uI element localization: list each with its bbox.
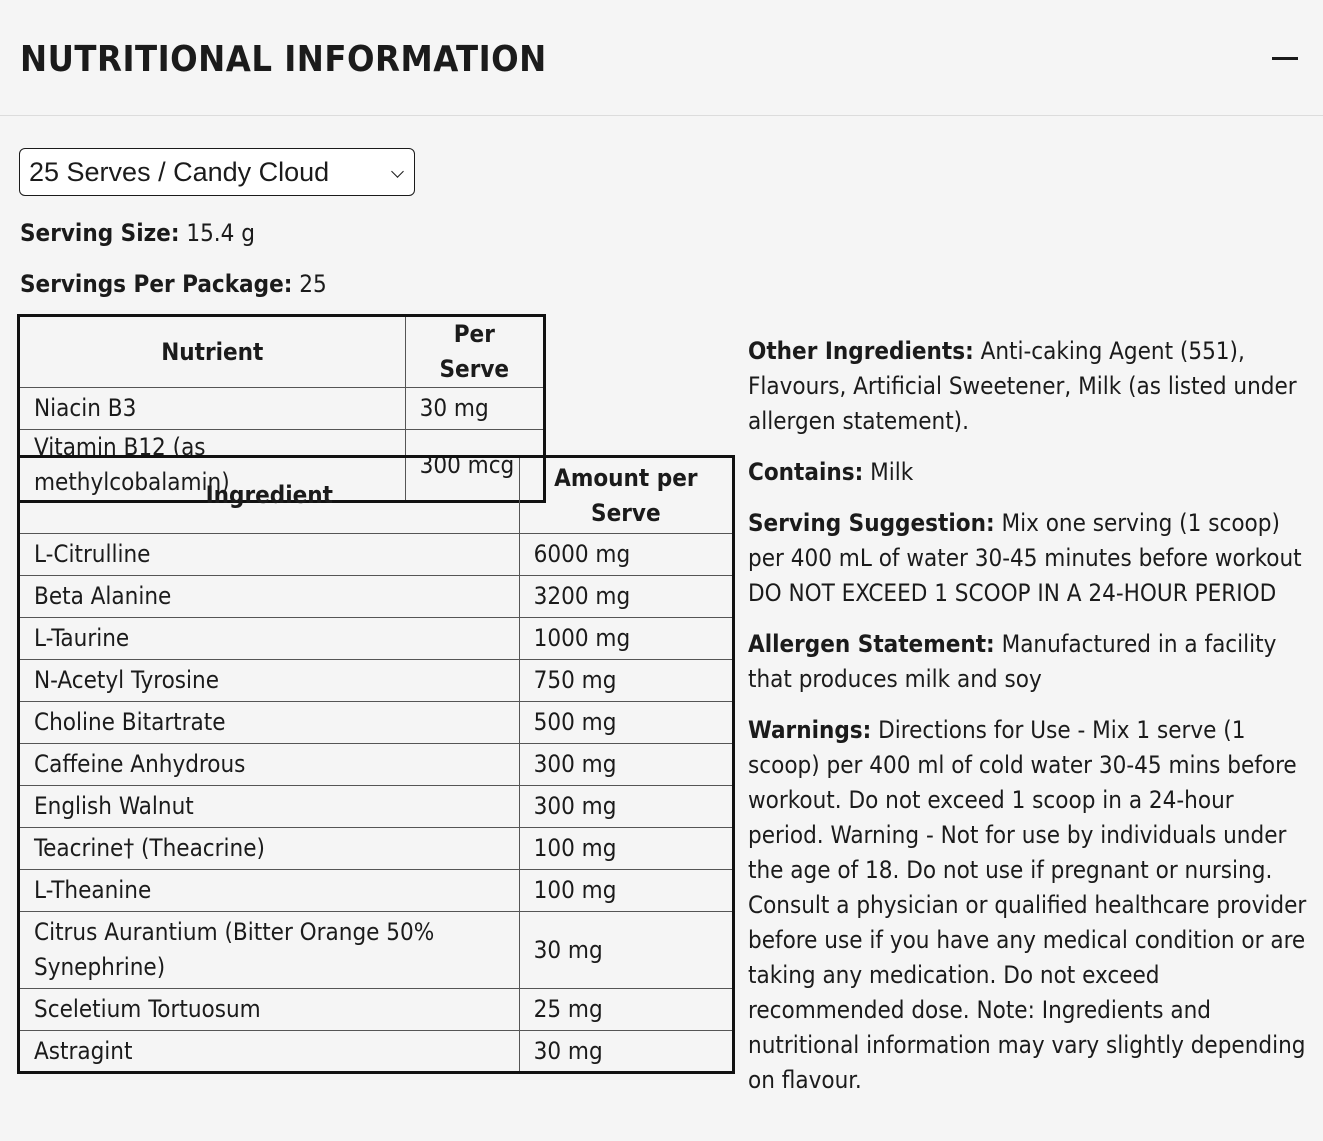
- serving-size-label: Serving Size:: [20, 219, 180, 247]
- ingredient-amount: 1000 mg: [519, 618, 733, 660]
- table-row: [19, 1031, 734, 1073]
- ingredient-amount: 100 mg: [519, 870, 733, 912]
- warnings-label: Warnings:: [748, 716, 872, 744]
- contains-text: Milk: [870, 458, 914, 486]
- serving-suggestion: [748, 506, 1308, 611]
- table-row: [19, 660, 734, 702]
- minus-icon[interactable]: [1272, 57, 1298, 60]
- chevron-down-icon: [391, 165, 404, 178]
- column-header: Amount per Serve: [519, 457, 733, 534]
- servings-per-package-value: 25: [299, 270, 327, 298]
- ingredient-amount: 3200 mg: [519, 576, 733, 618]
- nutrient-amount: 30 mg: [405, 388, 544, 430]
- warnings: [748, 713, 1308, 1098]
- warnings-text: Directions for Use - Mix 1 serve (1 scoop) per 400 ml of cold water 30-45 mins before workout. Do not exceed 1 scoop in a 24-hour period. Warning - Not for use by individuals under the age of 18. Do not use if pregnant or nursing. Consult a physician or qualified healthcare provider before use if you have any medical condition or are taking any medication. Do not exceed recommended dose. Note: Ingredients and nutritional information may vary slightly depending on flavour.: [748, 716, 1307, 1094]
- ingredient-name: Caffeine Anhydrous: [19, 744, 520, 786]
- other-ingredients-label: Other Ingredients:: [748, 337, 974, 365]
- variant-select[interactable]: [19, 148, 415, 196]
- nutrient-name: Niacin B3: [19, 388, 406, 430]
- nutrient-amount: 300 mcg: [405, 430, 544, 502]
- ingredient-amount: 500 mg: [519, 702, 733, 744]
- ingredient-name: L-Citrulline: [19, 534, 520, 576]
- ingredient-table: [17, 455, 735, 1074]
- ingredient-name: N-Acetyl Tyrosine: [19, 660, 520, 702]
- serving-suggestion-text: Mix one serving (1 scoop) per 400 mL of water 30-45 minutes before workout DO NOT EXCEED 1 SCOOP IN A 24-HOUR PERIOD: [748, 509, 1302, 607]
- table-row: [19, 870, 734, 912]
- section-title: NUTRITIONAL INFORMATION: [20, 39, 547, 80]
- allergen-text: Manufactured in a facility that produces milk and soy: [748, 630, 1277, 693]
- serving-size-value: 15.4 g: [186, 219, 255, 247]
- ingredient-name: Sceletium Tortuosum: [19, 989, 520, 1031]
- serving-suggestion-label: Serving Suggestion:: [748, 509, 995, 537]
- ingredient-name: L-Theanine: [19, 870, 520, 912]
- ingredient-name: Citrus Aurantium (Bitter Orange 50% Synephrine): [19, 912, 520, 989]
- ingredient-amount: 300 mg: [519, 786, 733, 828]
- ingredient-name: Choline Bitartrate: [19, 702, 520, 744]
- ingredient-amount: 100 mg: [519, 828, 733, 870]
- other-ingredients: [748, 334, 1308, 439]
- column-header: Per Serve: [405, 316, 544, 388]
- column-header: Nutrient: [19, 316, 406, 388]
- servings-per-package-label: Servings Per Package:: [20, 270, 293, 298]
- ingredient-name: L-Taurine: [19, 618, 520, 660]
- column-header: Ingredient: [19, 457, 520, 534]
- table-row: [19, 576, 734, 618]
- accordion-header[interactable]: [0, 0, 1323, 116]
- ingredient-name: Beta Alanine: [19, 576, 520, 618]
- table-row: [19, 912, 734, 989]
- variant-select-value: 25 Serves / Candy Cloud: [29, 157, 330, 187]
- table-row: [19, 388, 545, 430]
- ingredient-amount: 30 mg: [519, 1031, 733, 1073]
- table-row: [19, 618, 734, 660]
- table-row: [19, 828, 734, 870]
- contains-label: Contains:: [748, 458, 864, 486]
- other-ingredients-text: Anti-caking Agent (551), Flavours, Artificial Sweetener, Milk (as listed under allergen statement).: [748, 337, 1297, 435]
- table-row: [19, 989, 734, 1031]
- serving-size: [20, 218, 255, 248]
- ingredient-amount: 750 mg: [519, 660, 733, 702]
- table-header-row: [19, 316, 545, 388]
- table-row: [19, 534, 734, 576]
- ingredient-name: English Walnut: [19, 786, 520, 828]
- ingredient-amount: 30 mg: [519, 912, 733, 989]
- nutrient-name: Vitamin B12 (as methylcobalamin): [19, 430, 406, 502]
- allergen-statement: [748, 627, 1308, 697]
- ingredient-amount: 25 mg: [519, 989, 733, 1031]
- servings-per-package: [20, 269, 327, 299]
- ingredient-name: Astragint: [19, 1031, 520, 1073]
- table-header-row: [19, 457, 734, 534]
- ingredient-name: Teacrine† (Theacrine): [19, 828, 520, 870]
- table-row: [19, 702, 734, 744]
- contains: [748, 455, 1308, 490]
- table-row: [19, 744, 734, 786]
- ingredient-amount: 6000 mg: [519, 534, 733, 576]
- allergen-label: Allergen Statement:: [748, 630, 995, 658]
- ingredient-amount: 300 mg: [519, 744, 733, 786]
- table-row: [19, 786, 734, 828]
